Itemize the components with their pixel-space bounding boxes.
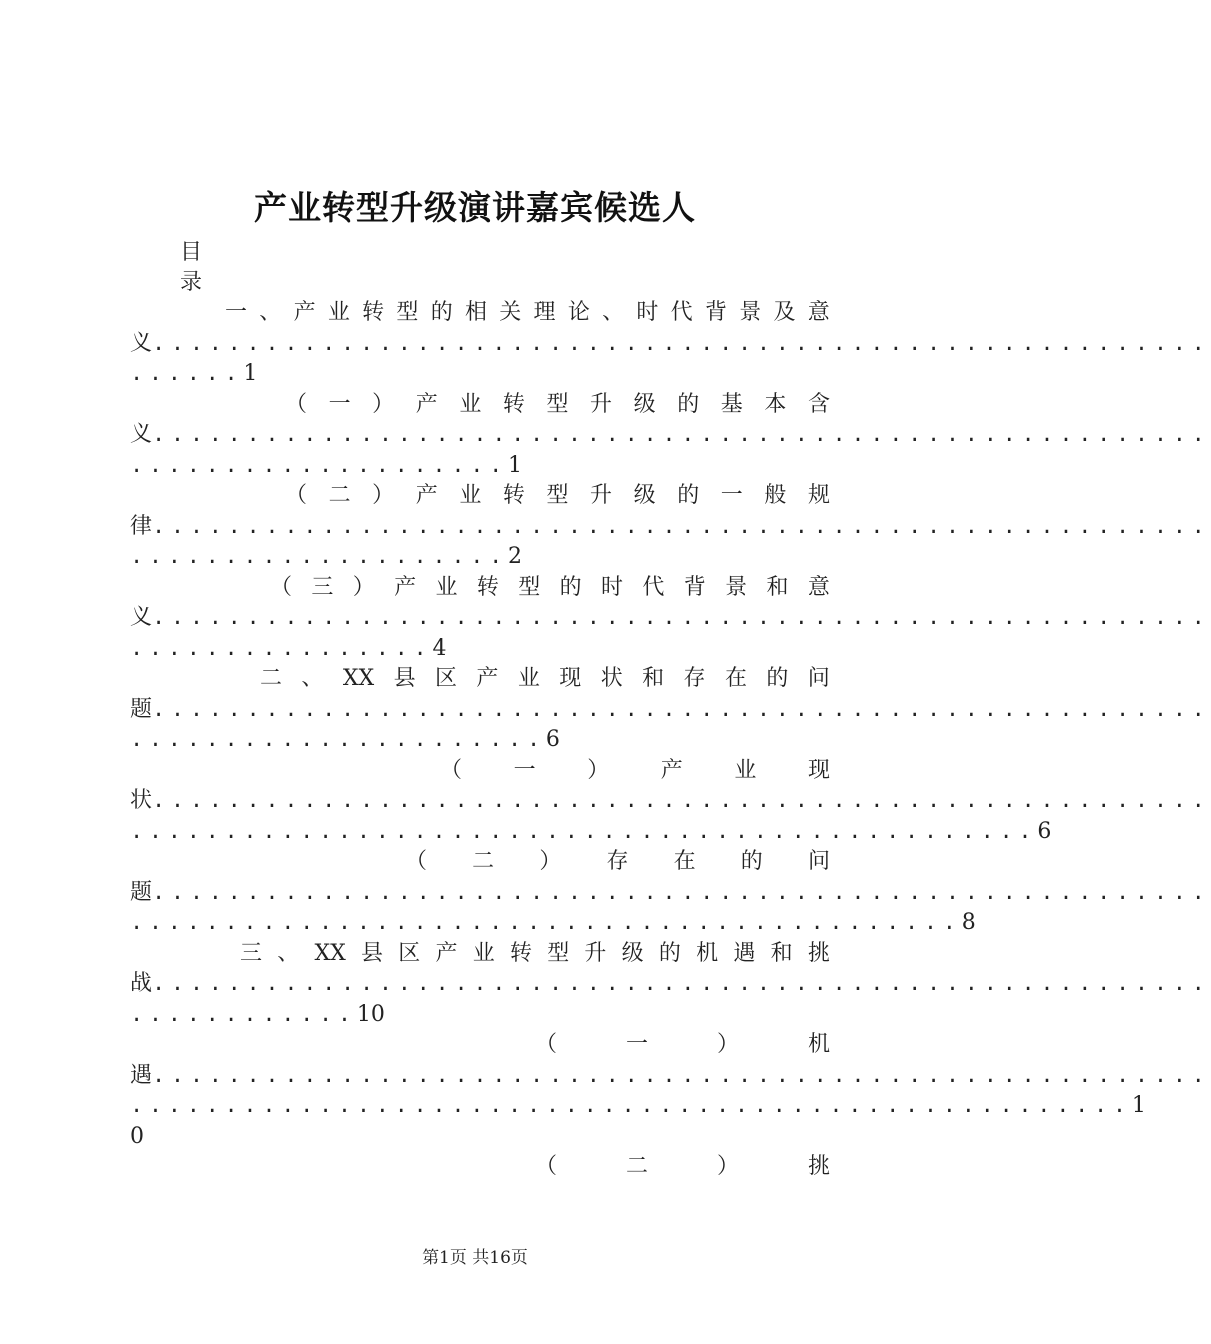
toc-page-number: 4 [432,635,447,661]
toc-entry[interactable] [130,756,1211,848]
toc-entry-wrap-char: 义 [130,605,153,630]
toc-entry-wrap-char: 遇 [130,1062,153,1088]
toc-page-number: 2 [508,544,523,569]
page-footer: 第1页 共16页 [422,1248,528,1268]
toc-leader-dots: ...................... [130,728,546,753]
toc-entry-heading: 二 、 XX 县 区 产 业 现 状 和 存 在 的 问 [260,666,830,691]
toc-leader-dots: ............................................ [130,911,962,936]
toc-entry-heading: （ 一 ） 产 业 现 [440,757,830,783]
toc-entry[interactable] [130,298,1211,390]
toc-entry[interactable] [130,573,1211,665]
toc-leader-dots: .................... [130,453,509,479]
toc-entry-heading: （ 二 ） 挑 [535,1154,830,1179]
toc-page-number: 1 [243,361,258,386]
toc-entry-wrap-char: 状 [130,788,153,813]
toc-heading [180,238,210,298]
toc-entry-heading: （ 三 ） 产 业 转 型 的 时 代 背 景 和 意 [270,574,830,600]
toc-entry[interactable] [130,664,1211,756]
toc-leader-dots: ........................................................ [152,606,1211,631]
toc-leader-dots: ..................................................... [130,1094,1132,1119]
toc-page-number: 6 [545,727,560,752]
toc-page-number: 1 [1131,1093,1146,1118]
toc-entry[interactable] [130,939,1211,1031]
toc-leader-dots: ................ [130,636,433,662]
toc-entry[interactable] [130,390,1211,482]
toc-entry-heading: （ 二 ） 产 业 转 型 升 级 的 一 般 规 [285,483,830,508]
toc-leader-dots: ............ [130,1002,357,1028]
toc-entry-wrap-char: 义 [130,330,153,356]
table-of-contents [130,298,1211,1183]
toc-leader-dots: ........................................................ [152,972,1211,997]
toc-entry-wrap-char: 题 [130,696,153,722]
toc-entry-heading: 三 、 XX 县 区 产 业 转 型 升 级 的 机 遇 和 挑 [240,940,830,966]
toc-entry[interactable] [130,1152,830,1183]
toc-page-number: 8 [961,910,976,935]
toc-entry[interactable] [130,481,1211,573]
toc-leader-dots: ................................................ [130,819,1038,845]
toc-entry[interactable] [130,847,1211,939]
toc-entry-wrap-char: 战 [130,971,153,996]
toc-entry-heading: （ 二 ） 存 在 的 问 [405,849,830,874]
document-title: 产业转型升级演讲嘉宾候选人 [254,188,696,227]
toc-page-number: 6 [1037,818,1052,844]
toc-leader-dots: .................... [130,545,509,570]
toc-leader-dots: ........................................................ [152,514,1211,540]
toc-entry-heading: （ 一 ） 产 业 转 型 升 级 的 基 本 含 [285,391,830,417]
toc-leader-dots: ........................................................ [152,1063,1211,1089]
toc-entry-wrap-char: 律 [130,513,153,539]
toc-leader-dots: ........................................................ [152,880,1211,906]
toc-entry-wrap-char: 义 [130,422,153,447]
toc-entry[interactable] [130,1030,1211,1152]
toc-entry-heading: 一 、 产 业 转 型 的 相 关 理 论 、 时 代 背 景 及 意 [225,300,830,325]
toc-leader-dots: ........................................................ [152,423,1211,448]
toc-leader-dots: ........................................................ [152,331,1211,357]
toc-leader-dots: ...... [130,362,244,387]
toc-page-number: 1 [508,452,523,478]
toc-heading-char: 录 [180,270,203,295]
toc-entry-heading: （ 一 ） 机 [535,1032,830,1057]
toc-page-number-cont: 0 [130,1123,144,1149]
toc-entry-wrap-char: 题 [130,879,153,905]
toc-heading-char: 目 [180,240,203,265]
toc-leader-dots: ........................................................ [152,697,1211,723]
toc-leader-dots: ........................................................ [152,789,1211,814]
toc-page-number: 10 [356,1001,385,1027]
